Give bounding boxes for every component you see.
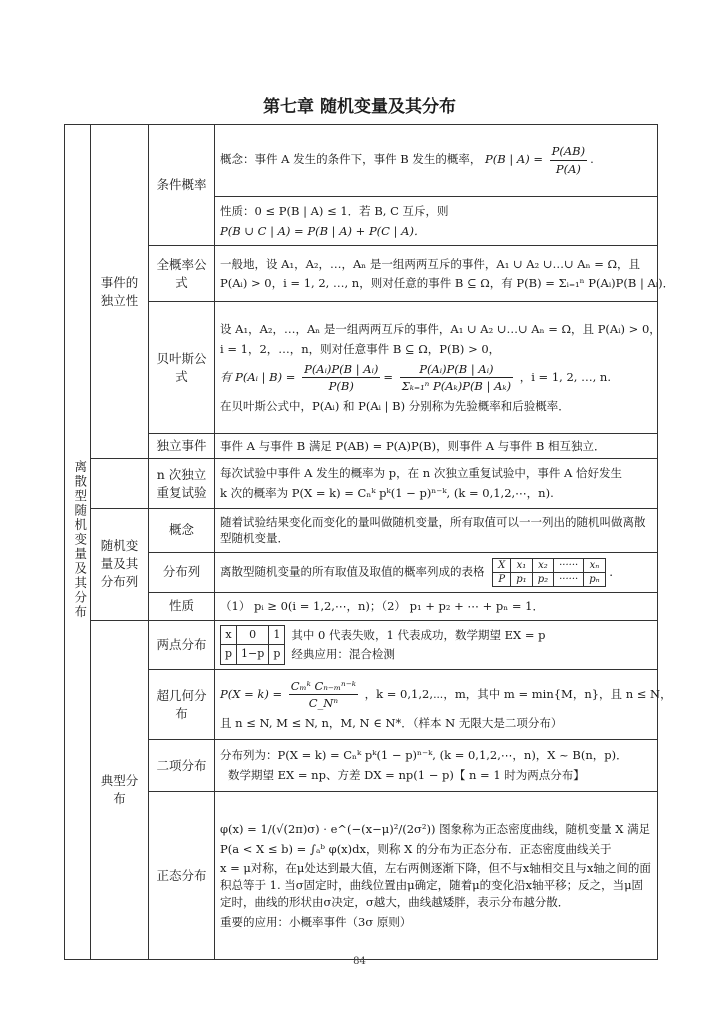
fraction-numerator: P(Aᵢ)P(B | Aᵢ) (302, 361, 380, 379)
group-distribution-list (91, 508, 149, 620)
mini-cell: ······ (554, 572, 584, 586)
normal-line-1: φ(x) = 1/(√(2π)σ) · e^(−(x−μ)²/(2σ²)) 图象称为正态密度曲线，随机变量 X 满足 (220, 822, 651, 837)
fraction-numerator: P(AB) (550, 143, 587, 161)
row-label-nature: 性质 (149, 592, 215, 620)
conditional-fraction (550, 143, 587, 177)
two-point-table (220, 625, 285, 665)
normal-content (215, 792, 658, 960)
normal-line-4: 重要的应用：小概率事件（3σ 原则） (220, 914, 412, 929)
group-label: 随机变量及其分布列 (100, 538, 139, 590)
hyper-rest: ，k = 0,1,2,⋯，m，其中 m = min{M，n}，且 n ≤ N， (364, 686, 672, 701)
bayes-fraction-1 (302, 361, 380, 395)
mini-cell: x₁ (511, 558, 532, 572)
inner-cell: 0 (237, 626, 269, 645)
bayes-formula: 有 P(Aᵢ | B) = $\frac{\text{P(Aᵢ)P(B | Aᵢ)}}{P(B)}$ = $\frac{\text{P(Aᵢ)P(B | Aᵢ)}}{\text{Σₖ₌₁ⁿ P(Aₖ)P(B | Aₖ)}}$ ，i = 1, 2, …, n. (220, 361, 611, 394)
bayes-line-4: 在贝叶斯公式中，P(Aᵢ) 和 P(Aᵢ | B) 分别称为先验概率和后验概率． (220, 398, 570, 413)
conditional-property (215, 197, 658, 246)
property-line-2: P(B ∪ C | A) = P(B | A) + P(C | A)． (220, 223, 426, 238)
fraction-numerator: Cₘᵏ Cₙ₋ₘⁿ⁻ᵏ (289, 678, 358, 696)
category-discrete-variable (65, 125, 91, 960)
group-typical (91, 620, 149, 959)
bayes-suffix: ，i = 1, 2, …, n. (519, 369, 611, 384)
bayes-content (215, 302, 661, 434)
hypergeometric-content (215, 670, 672, 740)
group-label: 典型分布 (100, 772, 139, 806)
category-label: 离散型随机变量及其分布 (72, 459, 88, 620)
normal-line-3: x = μ对称，在μ处达到最大值，左右两侧逐渐下降，但不与x轴相交且与x轴之间的面积总等于 1. 当σ固定时，曲线位置由μ确定，随着μ的变化沿x轴平移；反之，当μ固定时，曲线的形状由σ决定，σ越大，曲线越矮胖，表示分布越分散． (220, 861, 651, 909)
bayes-line-1: 设 A₁，A₂，…，Aₙ 是一组两两互斥的事件，A₁ ∪ A₂ ∪…∪ Aₙ = Ω，且 P(Aᵢ) > 0， (220, 322, 661, 337)
fraction-denominator: P(A) (555, 162, 581, 176)
total-line-1: 一般地，设 A₁，A₂，…，Aₙ 是一组两两互斥的事件，A₁ ∪ A₂ ∪…∪ Aₙ = Ω，且 (220, 256, 641, 271)
property-line-1: 性质：0 ≤ P(B | A) ≤ 1．若 B, C 互斥，则 (220, 204, 449, 218)
two-point-line-1: 其中 0 代表失败，1 代表成功，数学期望 EX = p (291, 627, 546, 642)
hypergeometric-fraction (289, 678, 358, 712)
row-label-normal: 正态分布 (149, 792, 215, 960)
two-point-line-2: 经典应用：混合检测 (291, 647, 395, 662)
row-label-conditional: 条件概率 (149, 125, 215, 246)
mini-cell: X (493, 558, 511, 572)
distribution-mini-table (492, 558, 606, 587)
page-number: 84 (353, 956, 366, 967)
repeated-content (215, 459, 658, 508)
page-title: 第七章 随机变量及其分布 (263, 97, 456, 117)
hyper-line-2: 且 n ≤ N, M ≤ N, n，M, N ∈ N*．（样本 N 无限大是二项分布） (220, 715, 563, 730)
row-label-concept: 概念 (149, 508, 215, 552)
mini-cell: p₂ (532, 572, 553, 586)
fraction-denominator: C_Nⁿ (308, 696, 339, 711)
group-independence (91, 125, 149, 459)
inner-cell: p (221, 645, 237, 664)
binomial-content (215, 740, 658, 792)
summary-table (64, 124, 675, 960)
total-line-2: P(Aᵢ) > 0，i = 1, 2, …, n，则对任意的事件 B ⊆ Ω，有 P(B) = Σᵢ₌₁ⁿ P(Aᵢ)P(B | Aᵢ)． (220, 276, 675, 291)
row-label-two-point: 两点分布 (149, 620, 215, 669)
binomial-line-1: 分布列为：P(X = k) = Cₙᵏ pᵏ(1 − p)ⁿ⁻ᵏ, (k = 0,1,2,⋯，n)，X ~ B(n，p)． (220, 748, 628, 763)
hypergeometric-formula (220, 678, 672, 712)
fraction-denominator: P(B) (328, 379, 354, 394)
mini-cell: ······ (554, 558, 584, 572)
row-label-distribution: 分布列 (149, 552, 215, 592)
group-label: 事件的独立性 (100, 274, 139, 308)
concept-content (215, 508, 658, 552)
row-label-hypergeometric: 超几何分布 (149, 670, 215, 740)
inner-cell: 1−p (237, 645, 269, 664)
group-independence-cont (91, 459, 149, 508)
mini-cell: x₂ (532, 558, 553, 572)
fraction-denominator: Σₖ₌₁ⁿ P(Aₖ)P(B | Aₖ) (401, 379, 512, 394)
fraction-numerator: P(Aᵢ)P(B | Aᵢ) (400, 361, 513, 379)
mini-cell: pₙ (584, 572, 605, 586)
distribution-suffix: ． (609, 564, 621, 579)
bayes-line-2: i = 1，2，…，n，则对任意事件 B ⊆ Ω，P(B) > 0， (220, 341, 501, 356)
mini-cell: p₁ (511, 572, 532, 586)
row-label-binomial: 二项分布 (149, 740, 215, 792)
concept-text: 随着试验结果变化而变化的量叫做随机变量，所有取值可以一一列出的随机叫做离散型随机变量． (220, 514, 646, 546)
bayes-prefix: 有 P(Aᵢ | B) = (220, 369, 296, 384)
bayes-fraction-2 (400, 361, 513, 395)
row-label-total-probability: 全概率公式 (149, 246, 215, 302)
normal-line-2: P(a < X ≤ b) = ∫ₐᵇ φ(x)dx，则称 X 的分布为正态分布．正态密度曲线关于 (220, 841, 612, 856)
independent-content: 事件 A 与事件 B 满足 P(AB) = P(A)P(B)，则事件 A 与事件 B 相互独立． (215, 434, 658, 459)
binomial-line-2: 数学期望 EX = np、方差 DX = np(1 − p)【 n = 1 时为两点分布】 (228, 768, 585, 783)
two-point-content (215, 620, 658, 669)
conditional-concept-text: 概念：事件 A 发生的条件下，事件 B 发生的概率， (220, 152, 482, 167)
conditional-lhs: P(B | A) = (485, 152, 543, 167)
conditional-concept: 概念：事件 A 发生的条件下，事件 B 发生的概率， P(B | A) = $\frac{P(AB)}{P(A)}$ . (215, 125, 658, 197)
inner-cell: x (221, 626, 237, 645)
repeated-line-1: 每次试验中事件 A 发生的概率为 p，在 n 次独立重复试验中，事件 A 恰好发生 (220, 466, 622, 481)
repeated-line-2: k 次的概率为 P(X = k) = Cₙᵏ pᵏ(1 − p)ⁿ⁻ᵏ, (k = 0,1,2,⋯，n). (220, 486, 554, 501)
distribution-text: 离散型随机变量的所有取值及取值的概率列成的表格 (220, 564, 485, 579)
distribution-content (215, 552, 658, 592)
inner-cell: p (269, 645, 285, 664)
row-label-independent: 独立事件 (149, 434, 215, 459)
hyper-lhs: P(X = k) = (220, 686, 283, 701)
row-label-bayes: 贝叶斯公式 (149, 302, 215, 434)
inner-cell: 1 (269, 626, 285, 645)
nature-content: （1） pᵢ ≥ 0(i = 1,2,⋯，n)；（2） p₁ + p₂ + ⋯ + pₙ = 1． (215, 592, 658, 620)
row-label-repeated: n 次独立重复试验 (149, 459, 215, 508)
mini-cell: xₙ (584, 558, 605, 572)
total-probability-content (215, 246, 675, 302)
mini-cell: P (493, 572, 511, 586)
